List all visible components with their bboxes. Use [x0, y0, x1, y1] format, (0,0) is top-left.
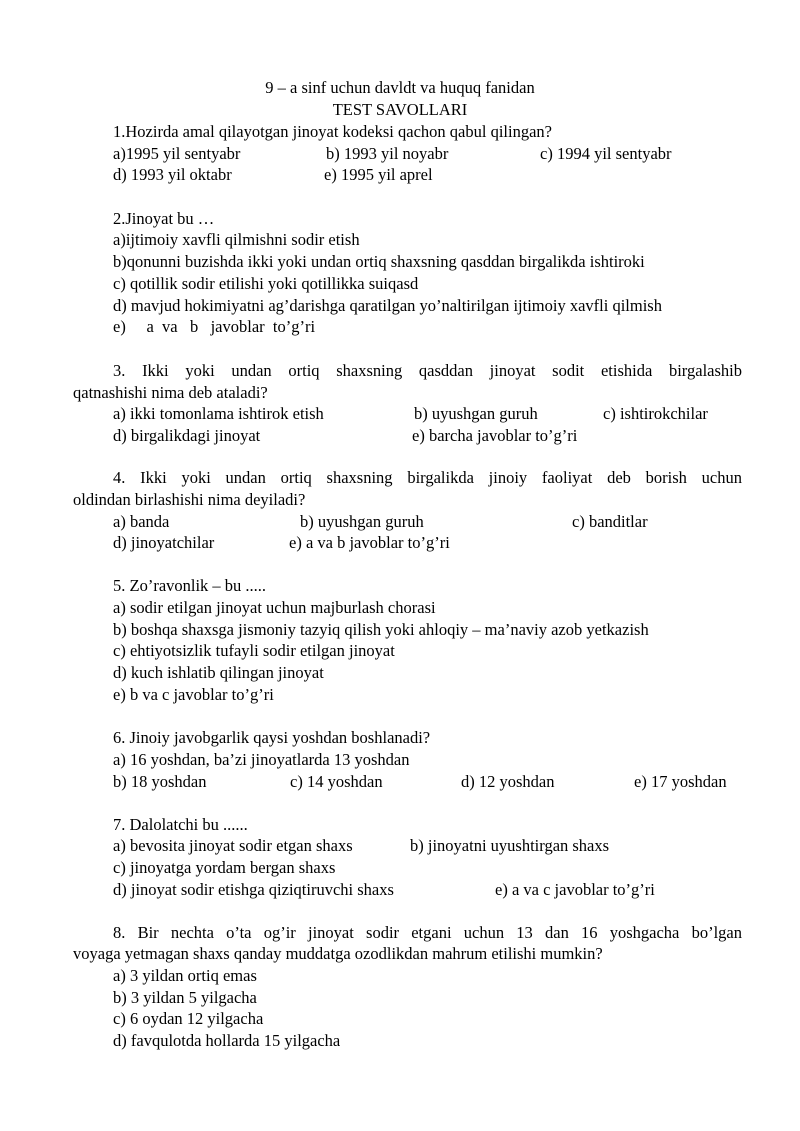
q3-option-b: b) uyushgan guruh [414, 404, 538, 423]
question-1: 1.Hozirda amal qilayotgan jinoyat kodeksi qachon qabul qilingan? [113, 122, 552, 141]
q7-option-c: c) jinoyatga yordam bergan shaxs [113, 858, 336, 877]
q5-option-a: a) sodir etilgan jinoyat uchun majburlash chorasi [113, 598, 436, 617]
q3-option-e: e) barcha javoblar to’g’ri [412, 426, 578, 445]
q6-option-c: c) 14 yoshdan [290, 772, 383, 791]
q6-option-d: d) 12 yoshdan [461, 772, 555, 791]
q1-option-e: e) 1995 yil aprel [324, 165, 433, 184]
question-8-line-1: 8. Bir nechta o’ta og’ir jinoyat sodir etgani uchun 13 dan 16 yoshgacha bo’lgan [113, 923, 742, 942]
q8-option-c: c) 6 oydan 12 yilgacha [113, 1009, 264, 1028]
q7-option-b: b) jinoyatni uyushtirgan shaxs [410, 836, 610, 855]
question-4-line-1: 4. Ikki yoki undan ortiq shaxsning birgalikda jinoiy faoliyat deb borish uchun [113, 468, 742, 487]
q7-option-d: d) jinoyat sodir etishga qiziqtiruvchi shaxs [113, 880, 394, 899]
question-3-line-2: qatnashishi nima deb ataladi? [73, 383, 268, 402]
q4-option-c: c) banditlar [572, 512, 648, 531]
question-2: 2.Jinoyat bu … [113, 209, 215, 228]
q5-option-c: c) ehtiyotsizlik tufayli sodir etilgan jinoyat [113, 641, 395, 660]
question-4-line-2: oldindan birlashishi nima deyiladi? [73, 490, 306, 509]
q2-option-d: d) mavjud hokimiyatni ag’darishga qaratilgan yo’naltirilgan ijtimoiy xavfli qilmish [113, 296, 662, 315]
q7-option-e: e) a va c javoblar to’g’ri [495, 880, 655, 899]
q6-option-a: a) 16 yoshdan, ba’zi jinoyatlarda 13 yoshdan [113, 750, 410, 769]
q4-option-e: e) a va b javoblar to’g’ri [289, 533, 450, 552]
question-8-line-2: voyaga yetmagan shaxs qanday muddatga ozodlikdan mahrum etilishi mumkin? [73, 944, 603, 963]
q6-option-e: e) 17 yoshdan [634, 772, 727, 791]
q5-option-e: e) b va c javoblar to’g’ri [113, 685, 274, 704]
q8-option-d: d) favqulotda hollarda 15 yilgacha [113, 1031, 341, 1050]
q7-option-a: a) bevosita jinoyat sodir etgan shaxs [113, 836, 353, 855]
q4-option-d: d) jinoyatchilar [113, 533, 215, 552]
question-5: 5. Zo’ravonlik – bu ..... [113, 576, 267, 595]
question-6: 6. Jinoiy javobgarlik qaysi yoshdan boshlanadi? [113, 728, 431, 747]
q3-option-c: c) ishtirokchilar [603, 404, 708, 423]
q8-option-b: b) 3 yildan 5 yilgacha [113, 988, 257, 1007]
q8-option-a: a) 3 yildan ortiq emas [113, 966, 257, 985]
q2-option-b: b)qonunni buzishda ikki yoki undan ortiq shaxsning qasddan birgalikda ishtiroki [113, 252, 645, 271]
q2-option-e: e) a va b javoblar to’g’ri [113, 317, 316, 336]
q2-option-c: c) qotillik sodir etilishi yoki qotillikka suiqasd [113, 274, 419, 293]
q4-option-a: a) banda [113, 512, 170, 531]
q5-option-d: d) kuch ishlatib qilingan jinoyat [113, 663, 324, 682]
question-3-line-1: 3. Ikki yoki undan ortiq shaxsning qasddan jinoyat sodit etishida birgalashib [113, 361, 742, 380]
document-title: 9 – a sinf uchun davldt va huquq fanidan [265, 78, 535, 97]
question-7: 7. Dalolatchi bu ...... [113, 815, 248, 834]
q4-option-b: b) uyushgan guruh [300, 512, 424, 531]
q1-option-a: a)1995 yil sentyabr [113, 144, 241, 163]
q6-option-b: b) 18 yoshdan [113, 772, 207, 791]
q1-option-d: d) 1993 yil oktabr [113, 165, 232, 184]
q2-option-a: a)ijtimoiy xavfli qilmishni sodir etish [113, 230, 360, 249]
q1-option-c: c) 1994 yil sentyabr [540, 144, 672, 163]
q3-option-d: d) birgalikdagi jinoyat [113, 426, 261, 445]
q1-option-b: b) 1993 yil noyabr [326, 144, 449, 163]
document-subtitle: TEST SAVOLLARI [332, 100, 468, 119]
q3-option-a: a) ikki tomonlama ishtirok etish [113, 404, 324, 423]
q5-option-b: b) boshqa shaxsga jismoniy tazyiq qilish yoki ahloqiy – ma’naviy azob yetkazish [113, 620, 649, 639]
